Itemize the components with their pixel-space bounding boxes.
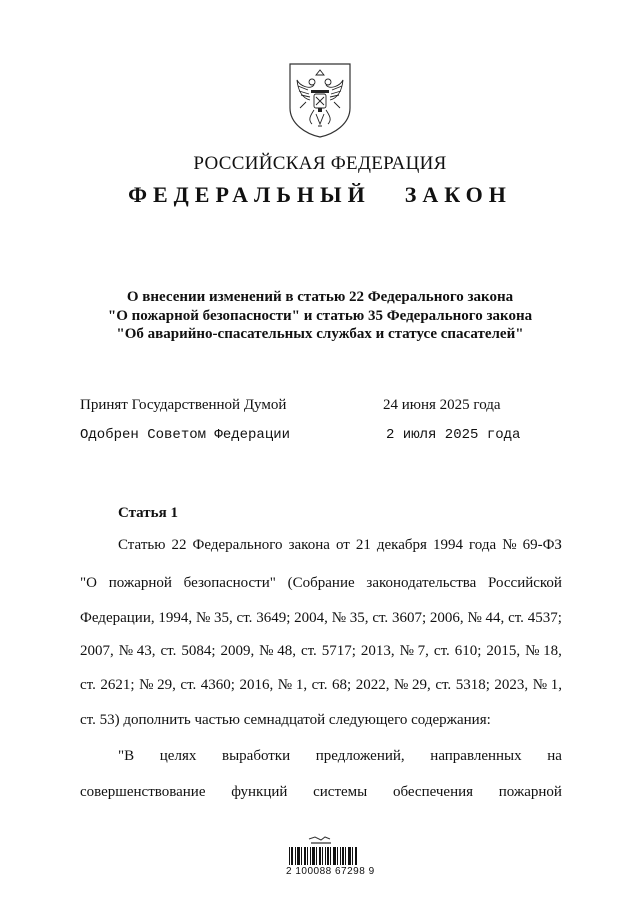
- article-word: 2621;: [100, 677, 135, 693]
- article-word: Статью: [118, 537, 166, 553]
- article-word: 68;: [332, 677, 352, 693]
- article-word: 2007,: [80, 643, 114, 659]
- article-word: 5318;: [455, 677, 490, 693]
- law-title-line1: О внесении изменений в статью 22 Федерального закона: [126, 289, 514, 305]
- article-word: (Собрание: [287, 575, 355, 591]
- article-word: № 35,: [331, 610, 369, 626]
- article-word: 22: [171, 537, 187, 553]
- article-word: Федерации,: [80, 610, 155, 626]
- article-word: предложений,: [315, 748, 405, 764]
- article-word: года: [469, 537, 497, 553]
- article-word: № 43,: [118, 643, 156, 659]
- law-title-line2: "О пожарной безопасности" и статью 35 Федерального закона: [107, 308, 533, 324]
- document-type: [0, 182, 640, 208]
- article-line: [80, 575, 562, 592]
- article-word: обеспечения: [392, 784, 474, 800]
- article-word: № 29,: [139, 677, 176, 693]
- article-line: [118, 537, 562, 554]
- article-word: декабря: [376, 537, 427, 553]
- article-word: ст.: [372, 610, 389, 626]
- article-word: ст.: [433, 643, 450, 659]
- article-word: № 35,: [195, 610, 233, 626]
- duma-adoption-date: 24 июня 2025 года: [383, 397, 501, 413]
- article-word: ст.: [300, 643, 317, 659]
- article-word: целях: [159, 748, 197, 764]
- article-word: ст.: [160, 643, 177, 659]
- document-type-word2: ЗАКОН: [404, 182, 512, 207]
- article-word: 610;: [454, 643, 482, 659]
- article-line: [80, 677, 562, 694]
- article-word: № 1,: [532, 677, 562, 693]
- article-word: от: [335, 537, 350, 553]
- article-line: [80, 784, 562, 801]
- article-word: ст.: [180, 677, 197, 693]
- article-word: № 44,: [467, 610, 505, 626]
- council-approval-date: 2 июля 2025 года: [386, 427, 521, 443]
- article-word: № 29,: [393, 677, 431, 693]
- article-word: 21: [355, 537, 371, 553]
- article-word: Федерального: [192, 537, 283, 553]
- article-word: 3649;: [256, 610, 291, 626]
- article-word: № 18,: [525, 643, 562, 659]
- article-word: №: [502, 537, 517, 553]
- article-word: 69-ФЗ: [522, 537, 562, 553]
- article-heading: Статья 1: [118, 505, 178, 521]
- article-word: законодательства: [366, 575, 477, 591]
- article-word: выработки: [222, 748, 291, 764]
- article-word: № 48,: [259, 643, 296, 659]
- article-word: № 1,: [277, 677, 308, 693]
- article-line: ст. 53) дополнить частью семнадцатой следующего содержания:: [80, 712, 491, 728]
- article-line: [80, 610, 562, 627]
- article-word: № 7,: [399, 643, 429, 659]
- article-word: пожарной: [498, 784, 562, 800]
- article-word: 2006,: [429, 610, 464, 626]
- council-approval-label: Одобрен Советом Федерации: [80, 427, 291, 443]
- article-word: 1994: [432, 537, 463, 553]
- article-word: ст.: [80, 677, 96, 693]
- article-word: совершенствование: [80, 784, 206, 800]
- article-word: 1994,: [158, 610, 193, 626]
- article-word: 2016,: [239, 677, 274, 693]
- article-word: ст.: [311, 677, 328, 693]
- duma-adoption-label: Принят Государственной Думой: [80, 397, 287, 413]
- article-word: системы: [313, 784, 368, 800]
- article-word: 4360;: [200, 677, 235, 693]
- article-word: 2004,: [294, 610, 328, 626]
- article-line: [80, 643, 562, 660]
- article-word: Российской: [488, 575, 562, 591]
- article-word: 2023,: [494, 677, 529, 693]
- article-word: "О: [80, 575, 97, 591]
- article-word: "В: [118, 748, 135, 764]
- article-word: 4537;: [527, 610, 562, 626]
- russian-coat-of-arms-icon: [288, 62, 352, 138]
- article-word: 2013,: [360, 643, 395, 659]
- article-word: 2009,: [220, 643, 255, 659]
- article-word: 5717;: [321, 643, 356, 659]
- barcode-number: 2 100088 67298 9: [286, 866, 375, 877]
- article-word: ст.: [508, 610, 524, 626]
- article-word: ст.: [236, 610, 253, 626]
- article-word: направленных: [430, 748, 522, 764]
- barcode-image: [287, 835, 359, 885]
- law-title-line3: "Об аварийно-спасательных службах и статусе спасателей": [116, 326, 524, 342]
- article-word: ст.: [435, 677, 452, 693]
- article-word: закона: [288, 537, 330, 553]
- country-name: РОССИЙСКАЯ ФЕДЕРАЦИЯ: [193, 153, 447, 174]
- article-word: безопасности": [183, 575, 276, 591]
- article-word: 2015,: [486, 643, 521, 659]
- article-word: функций: [231, 784, 288, 800]
- article-word: 2022,: [355, 677, 390, 693]
- article-line: [118, 748, 562, 765]
- document-type-word1: ФЕДЕРАЛЬНЫЙ: [128, 182, 371, 207]
- article-word: 3607;: [391, 610, 427, 626]
- article-word: 5084;: [181, 643, 216, 659]
- article-word: на: [547, 748, 562, 764]
- article-word: пожарной: [108, 575, 172, 591]
